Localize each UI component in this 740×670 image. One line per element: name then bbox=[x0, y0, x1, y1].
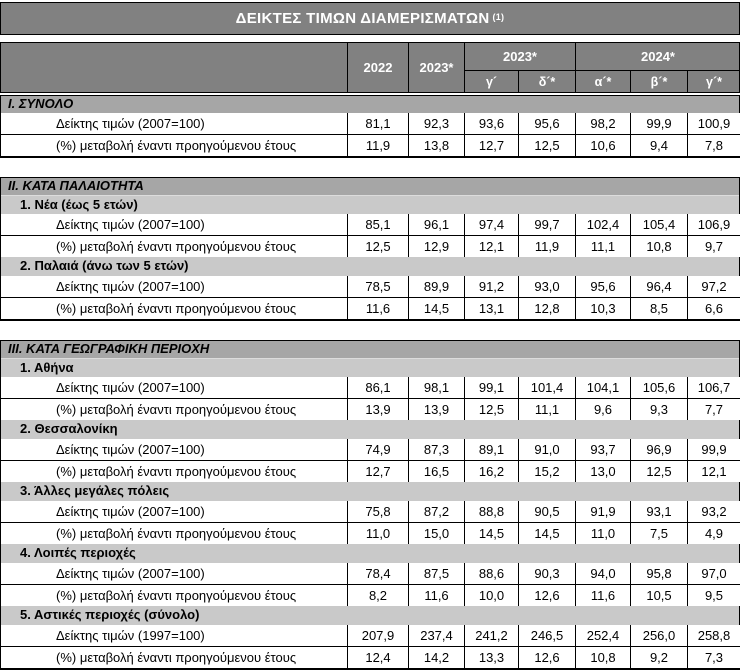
value-cell: 15,0 bbox=[408, 523, 464, 544]
value-cell: 6,6 bbox=[687, 298, 740, 319]
data-row bbox=[1, 563, 739, 584]
data-row bbox=[1, 439, 739, 460]
header-quarter-2023-g: γ´ bbox=[464, 70, 518, 92]
value-cell: 94,0 bbox=[575, 563, 630, 584]
value-cell: 89,1 bbox=[464, 439, 518, 460]
value-cell: 13,9 bbox=[408, 399, 464, 420]
value-cell: 78,5 bbox=[347, 276, 408, 297]
value-cell: 11,9 bbox=[518, 236, 575, 257]
data-row bbox=[1, 134, 739, 156]
row-label: (%) μεταβολή έναντι προηγούμενου έτους bbox=[1, 647, 347, 668]
section-block bbox=[0, 177, 740, 321]
value-cell: 12,7 bbox=[464, 135, 518, 156]
row-label: Δείκτης τιμών (2007=100) bbox=[1, 563, 347, 584]
row-label: (%) μεταβολή έναντι προηγούμενου έτους bbox=[1, 585, 347, 606]
value-cell: 93,0 bbox=[518, 276, 575, 297]
header-label-spacer bbox=[1, 43, 347, 92]
value-cell: 8,5 bbox=[630, 298, 687, 319]
section-header: III. ΚΑΤΑ ΓΕΩΓΡΑΦΙΚΗ ΠΕΡΙΟΧΗ bbox=[1, 341, 739, 358]
value-cell: 106,7 bbox=[687, 377, 740, 398]
value-cell: 11,6 bbox=[347, 298, 408, 319]
data-row bbox=[1, 460, 739, 482]
value-cell: 90,5 bbox=[518, 501, 575, 522]
data-row bbox=[1, 235, 739, 257]
value-cell: 12,5 bbox=[518, 135, 575, 156]
data-row bbox=[1, 646, 739, 668]
row-label: Δείκτης τιμών (1997=100) bbox=[1, 625, 347, 646]
value-cell: 74,9 bbox=[347, 439, 408, 460]
data-row bbox=[1, 377, 739, 398]
subsection-header: 1. Νέα (έως 5 ετών) bbox=[1, 195, 739, 214]
value-cell: 12,1 bbox=[687, 461, 740, 482]
section-spacer bbox=[0, 158, 740, 177]
data-row bbox=[1, 297, 739, 319]
value-cell: 10,8 bbox=[575, 647, 630, 668]
value-cell: 10,8 bbox=[630, 236, 687, 257]
value-cell: 92,3 bbox=[408, 113, 464, 134]
header-quarter-2023-d: δ´* bbox=[518, 70, 575, 92]
value-cell: 101,4 bbox=[518, 377, 575, 398]
value-cell: 93,7 bbox=[575, 439, 630, 460]
value-cell: 9,4 bbox=[630, 135, 687, 156]
row-label: (%) μεταβολή έναντι προηγούμενου έτους bbox=[1, 135, 347, 156]
value-cell: 11,1 bbox=[575, 236, 630, 257]
value-cell: 87,5 bbox=[408, 563, 464, 584]
value-cell: 12,6 bbox=[518, 585, 575, 606]
value-cell: 258,8 bbox=[687, 625, 740, 646]
value-cell: 99,1 bbox=[464, 377, 518, 398]
value-cell: 87,2 bbox=[408, 501, 464, 522]
subsection-header: 1. Αθήνα bbox=[1, 358, 739, 377]
value-cell: 96,9 bbox=[630, 439, 687, 460]
value-cell: 14,5 bbox=[518, 523, 575, 544]
value-cell: 93,2 bbox=[687, 501, 740, 522]
value-cell: 11,0 bbox=[347, 523, 408, 544]
value-cell: 87,3 bbox=[408, 439, 464, 460]
data-row bbox=[1, 398, 739, 420]
table-body bbox=[0, 95, 740, 670]
value-cell: 12,7 bbox=[347, 461, 408, 482]
row-label: Δείκτης τιμών (2007=100) bbox=[1, 439, 347, 460]
table-title: ΔΕΙΚΤΕΣ ΤΙΜΩΝ ΔΙΑΜΕΡΙΣΜΑΤΩΝ bbox=[235, 10, 490, 27]
subsection-header: 5. Αστικές περιοχές (σύνολο) bbox=[1, 606, 739, 625]
value-cell: 95,6 bbox=[575, 276, 630, 297]
value-cell: 9,5 bbox=[687, 585, 740, 606]
value-cell: 241,2 bbox=[464, 625, 518, 646]
value-cell: 252,4 bbox=[575, 625, 630, 646]
row-label: Δείκτης τιμών (2007=100) bbox=[1, 501, 347, 522]
value-cell: 16,5 bbox=[408, 461, 464, 482]
header-col-2023: 2023* bbox=[408, 43, 464, 92]
subsection-header: 3. Άλλες μεγάλες πόλεις bbox=[1, 482, 739, 501]
value-cell: 88,8 bbox=[464, 501, 518, 522]
value-cell: 15,2 bbox=[518, 461, 575, 482]
value-cell: 13,1 bbox=[464, 298, 518, 319]
row-label: (%) μεταβολή έναντι προηγούμενου έτους bbox=[1, 399, 347, 420]
value-cell: 91,9 bbox=[575, 501, 630, 522]
value-cell: 89,9 bbox=[408, 276, 464, 297]
value-cell: 16,2 bbox=[464, 461, 518, 482]
value-cell: 12,8 bbox=[518, 298, 575, 319]
row-label: (%) μεταβολή έναντι προηγούμενου έτους bbox=[1, 298, 347, 319]
value-cell: 8,2 bbox=[347, 585, 408, 606]
section-header: I. ΣΥΝΟΛΟ bbox=[1, 96, 739, 113]
value-cell: 99,7 bbox=[518, 214, 575, 235]
value-cell: 93,6 bbox=[464, 113, 518, 134]
value-cell: 7,3 bbox=[687, 647, 740, 668]
value-cell: 93,1 bbox=[630, 501, 687, 522]
value-cell: 13,9 bbox=[347, 399, 408, 420]
value-cell: 9,2 bbox=[630, 647, 687, 668]
value-cell: 99,9 bbox=[687, 439, 740, 460]
value-cell: 102,4 bbox=[575, 214, 630, 235]
value-cell: 10,6 bbox=[575, 135, 630, 156]
value-cell: 9,7 bbox=[687, 236, 740, 257]
value-cell: 98,2 bbox=[575, 113, 630, 134]
value-cell: 91,0 bbox=[518, 439, 575, 460]
value-cell: 97,0 bbox=[687, 563, 740, 584]
value-cell: 11,0 bbox=[575, 523, 630, 544]
value-cell: 96,4 bbox=[630, 276, 687, 297]
value-cell: 13,0 bbox=[575, 461, 630, 482]
value-cell: 78,4 bbox=[347, 563, 408, 584]
value-cell: 9,3 bbox=[630, 399, 687, 420]
value-cell: 10,5 bbox=[630, 585, 687, 606]
value-cell: 12,5 bbox=[464, 399, 518, 420]
value-cell: 11,1 bbox=[518, 399, 575, 420]
value-cell: 97,4 bbox=[464, 214, 518, 235]
value-cell: 13,8 bbox=[408, 135, 464, 156]
value-cell: 104,1 bbox=[575, 377, 630, 398]
value-cell: 14,5 bbox=[464, 523, 518, 544]
value-cell: 7,7 bbox=[687, 399, 740, 420]
value-cell: 97,2 bbox=[687, 276, 740, 297]
value-cell: 75,8 bbox=[347, 501, 408, 522]
value-cell: 207,9 bbox=[347, 625, 408, 646]
value-cell: 14,5 bbox=[408, 298, 464, 319]
header-group-2023: 2023* bbox=[464, 43, 575, 70]
value-cell: 9,6 bbox=[575, 399, 630, 420]
section-spacer bbox=[0, 321, 740, 340]
value-cell: 7,5 bbox=[630, 523, 687, 544]
header-quarter-2024-g: γ´* bbox=[687, 70, 740, 92]
data-row bbox=[1, 522, 739, 544]
section-header: II. ΚΑΤΑ ΠΑΛΑΙΟΤΗΤΑ bbox=[1, 178, 739, 195]
data-row bbox=[1, 501, 739, 522]
data-row bbox=[1, 113, 739, 134]
value-cell: 12,5 bbox=[630, 461, 687, 482]
row-label: Δείκτης τιμών (2007=100) bbox=[1, 276, 347, 297]
value-cell: 11,6 bbox=[575, 585, 630, 606]
header-col-2022: 2022 bbox=[347, 43, 408, 92]
value-cell: 96,1 bbox=[408, 214, 464, 235]
value-cell: 12,9 bbox=[408, 236, 464, 257]
value-cell: 95,6 bbox=[518, 113, 575, 134]
value-cell: 100,9 bbox=[687, 113, 740, 134]
value-cell: 95,8 bbox=[630, 563, 687, 584]
table-header bbox=[0, 42, 740, 93]
subsection-header: 2. Παλαιά (άνω των 5 ετών) bbox=[1, 257, 739, 276]
value-cell: 13,3 bbox=[464, 647, 518, 668]
header-quarter-2024-a: α´* bbox=[575, 70, 630, 92]
data-row bbox=[1, 625, 739, 646]
value-cell: 14,2 bbox=[408, 647, 464, 668]
value-cell: 11,6 bbox=[408, 585, 464, 606]
value-cell: 11,9 bbox=[347, 135, 408, 156]
title-footnote-marker: (1) bbox=[492, 11, 505, 22]
row-label: Δείκτης τιμών (2007=100) bbox=[1, 214, 347, 235]
value-cell: 91,2 bbox=[464, 276, 518, 297]
value-cell: 10,0 bbox=[464, 585, 518, 606]
value-cell: 7,8 bbox=[687, 135, 740, 156]
value-cell: 88,6 bbox=[464, 563, 518, 584]
header-quarter-2024-b: β´* bbox=[630, 70, 687, 92]
row-label: Δείκτης τιμών (2007=100) bbox=[1, 113, 347, 134]
value-cell: 90,3 bbox=[518, 563, 575, 584]
value-cell: 12,6 bbox=[518, 647, 575, 668]
value-cell: 106,9 bbox=[687, 214, 740, 235]
section-block bbox=[0, 95, 740, 158]
value-cell: 12,4 bbox=[347, 647, 408, 668]
value-cell: 237,4 bbox=[408, 625, 464, 646]
value-cell: 105,6 bbox=[630, 377, 687, 398]
header-group-2024: 2024* bbox=[575, 43, 740, 70]
row-label: (%) μεταβολή έναντι προηγούμενου έτους bbox=[1, 461, 347, 482]
data-row bbox=[1, 584, 739, 606]
row-label: (%) μεταβολή έναντι προηγούμενου έτους bbox=[1, 523, 347, 544]
subsection-header: 4. Λοιπές περιοχές bbox=[1, 544, 739, 563]
value-cell: 10,3 bbox=[575, 298, 630, 319]
value-cell: 256,0 bbox=[630, 625, 687, 646]
value-cell: 12,1 bbox=[464, 236, 518, 257]
row-label: (%) μεταβολή έναντι προηγούμενου έτους bbox=[1, 236, 347, 257]
value-cell: 246,5 bbox=[518, 625, 575, 646]
value-cell: 4,9 bbox=[687, 523, 740, 544]
data-row bbox=[1, 214, 739, 235]
row-label: Δείκτης τιμών (2007=100) bbox=[1, 377, 347, 398]
data-row bbox=[1, 276, 739, 297]
value-cell: 105,4 bbox=[630, 214, 687, 235]
value-cell: 85,1 bbox=[347, 214, 408, 235]
value-cell: 81,1 bbox=[347, 113, 408, 134]
section-block bbox=[0, 340, 740, 670]
value-cell: 99,9 bbox=[630, 113, 687, 134]
value-cell: 86,1 bbox=[347, 377, 408, 398]
table-title-bar bbox=[0, 2, 740, 35]
value-cell: 12,5 bbox=[347, 236, 408, 257]
value-cell: 98,1 bbox=[408, 377, 464, 398]
subsection-header: 2. Θεσσαλονίκη bbox=[1, 420, 739, 439]
